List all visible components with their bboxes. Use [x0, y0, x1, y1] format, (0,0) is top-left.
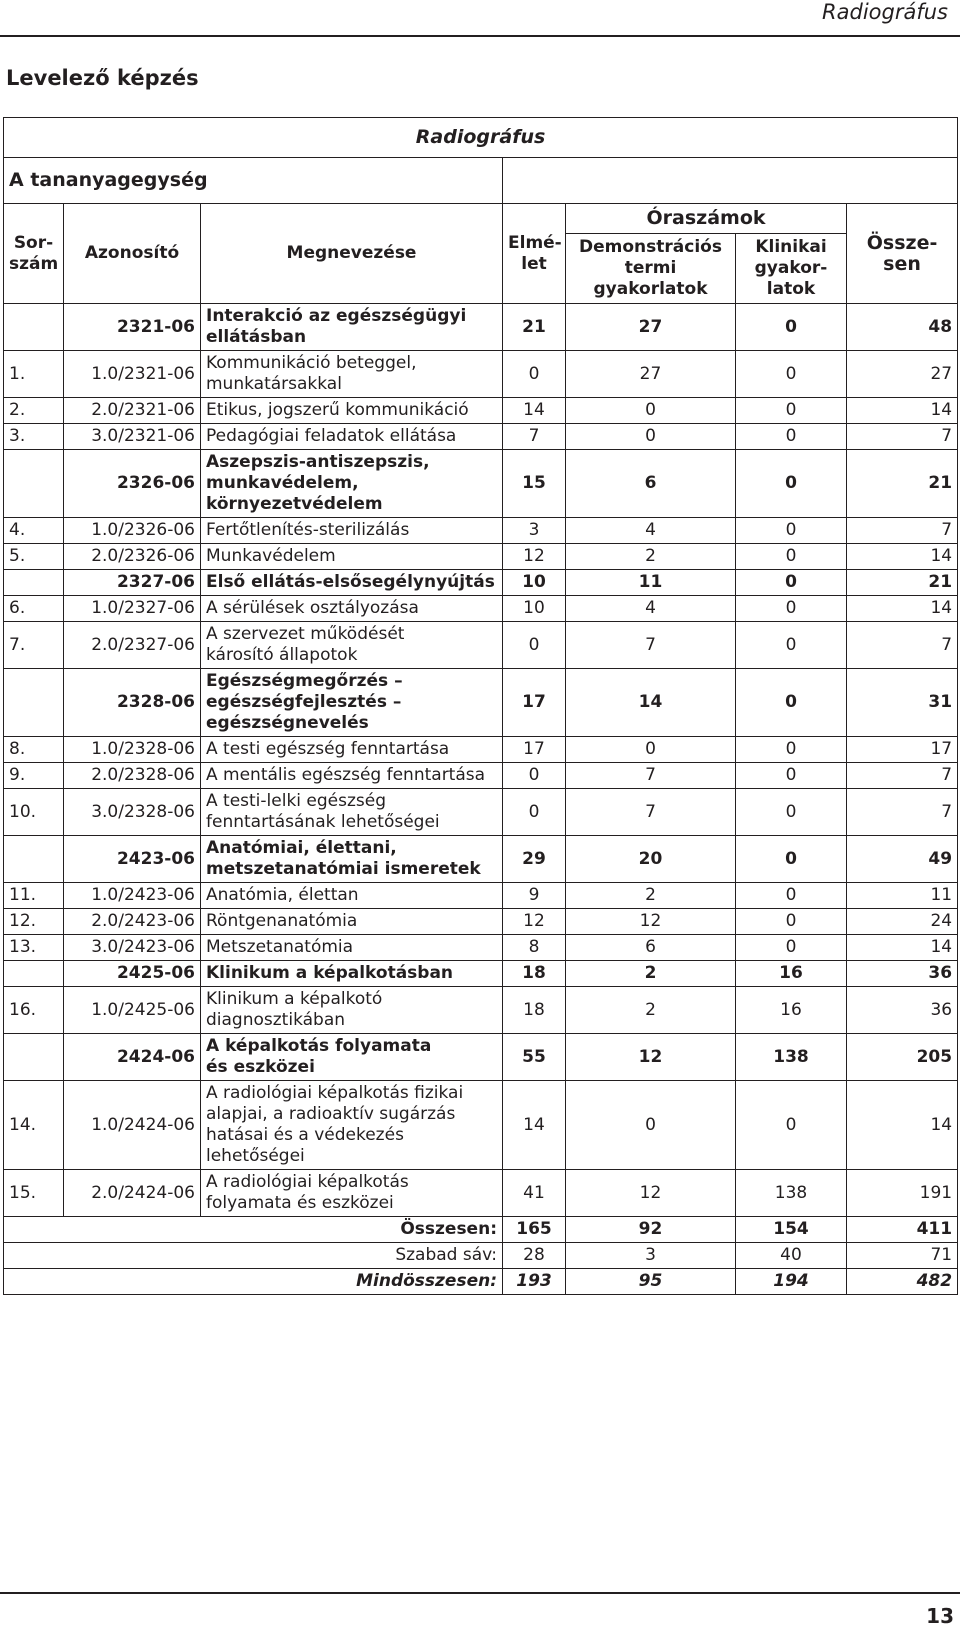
row-total: 7: [847, 789, 958, 836]
row-demo: 4: [566, 596, 736, 622]
totals-demo: 92: [566, 1217, 736, 1243]
table-row: [4, 544, 958, 570]
row-number: 16.: [4, 987, 64, 1034]
row-name: A testi egészség fenntartása: [201, 737, 503, 763]
row-clinical: 0: [736, 763, 847, 789]
row-total: 24: [847, 909, 958, 935]
row-demo: 27: [566, 351, 736, 398]
totals-row: [4, 1217, 958, 1243]
row-name: Metszetanatómia: [201, 935, 503, 961]
row-theory: 18: [503, 961, 566, 987]
row-theory: 10: [503, 570, 566, 596]
module-row: [4, 450, 958, 518]
row-demo: 7: [566, 763, 736, 789]
row-number: [4, 1034, 64, 1081]
table-row: [4, 1170, 958, 1217]
row-name: Pedagógiai feladatok ellátása: [201, 424, 503, 450]
row-demo: 12: [566, 909, 736, 935]
row-theory: 0: [503, 351, 566, 398]
totals-row: [4, 1269, 958, 1295]
row-demo: 20: [566, 836, 736, 883]
row-number: 12.: [4, 909, 64, 935]
row-total: 7: [847, 424, 958, 450]
module-row: [4, 961, 958, 987]
module-row: [4, 570, 958, 596]
row-total: 27: [847, 351, 958, 398]
row-total: 14: [847, 398, 958, 424]
row-clinical: 0: [736, 518, 847, 544]
row-number: 8.: [4, 737, 64, 763]
row-demo: 12: [566, 1170, 736, 1217]
row-number: 7.: [4, 622, 64, 669]
row-name: A testi-lelki egészség fenntartásának lehetőségei: [201, 789, 503, 836]
row-id: 2.0/2326-06: [64, 544, 201, 570]
row-name: A radiológiai képalkotás folyamata és eszközei: [201, 1170, 503, 1217]
table-row: [4, 518, 958, 544]
row-theory: 12: [503, 544, 566, 570]
row-demo: 27: [566, 304, 736, 351]
row-demo: 6: [566, 935, 736, 961]
row-total: 17: [847, 737, 958, 763]
table-row: [4, 789, 958, 836]
totals-sum: 482: [847, 1269, 958, 1295]
col-name-header: Megnevezése: [201, 204, 503, 304]
col-clinical-header: Klinikai gyakor- latok: [736, 234, 847, 304]
row-clinical: 138: [736, 1034, 847, 1081]
row-number: 11.: [4, 883, 64, 909]
table-row: [4, 424, 958, 450]
row-total: 205: [847, 1034, 958, 1081]
row-demo: 0: [566, 398, 736, 424]
row-id: 2.0/2423-06: [64, 909, 201, 935]
row-clinical: 0: [736, 304, 847, 351]
row-name: A sérülések osztályozása: [201, 596, 503, 622]
row-id: 2328-06: [64, 669, 201, 737]
row-theory: 0: [503, 789, 566, 836]
curriculum-table: [3, 117, 958, 1295]
row-clinical: 0: [736, 544, 847, 570]
row-id: 1.0/2425-06: [64, 987, 201, 1034]
row-demo: 7: [566, 789, 736, 836]
table-row: [4, 909, 958, 935]
unit-group-header: A tananyagegység: [4, 158, 503, 204]
row-clinical: 0: [736, 883, 847, 909]
section-heading: Levelező képzés: [6, 66, 199, 90]
row-clinical: 0: [736, 398, 847, 424]
totals-label: Összesen:: [4, 1217, 503, 1243]
row-name: A mentális egészség fenntartása: [201, 763, 503, 789]
module-row: [4, 304, 958, 351]
row-id: 2.0/2321-06: [64, 398, 201, 424]
table-row: [4, 737, 958, 763]
row-number: 5.: [4, 544, 64, 570]
row-number: [4, 570, 64, 596]
row-name: A szervezet működését károsító állapotok: [201, 622, 503, 669]
row-name: Fertőtlenítés-sterilizálás: [201, 518, 503, 544]
row-id: 1.0/2328-06: [64, 737, 201, 763]
row-clinical: 0: [736, 351, 847, 398]
row-clinical: 0: [736, 836, 847, 883]
footer-rule: [0, 1592, 960, 1594]
totals-sum: 411: [847, 1217, 958, 1243]
row-demo: 14: [566, 669, 736, 737]
row-id: 1.0/2326-06: [64, 518, 201, 544]
totals-theory: 28: [503, 1243, 566, 1269]
row-clinical: 0: [736, 789, 847, 836]
row-total: 21: [847, 450, 958, 518]
row-name: Etikus, jogszerű kommunikáció: [201, 398, 503, 424]
table-row: [4, 935, 958, 961]
row-id: 2.0/2327-06: [64, 622, 201, 669]
row-name: Kommunikáció beteggel, munkatársakkal: [201, 351, 503, 398]
module-row: [4, 836, 958, 883]
totals-demo: 3: [566, 1243, 736, 1269]
row-name: Anatómiai, élettani, metszetanatómiai ismeretek: [201, 836, 503, 883]
row-number: 14.: [4, 1081, 64, 1170]
row-theory: 14: [503, 1081, 566, 1170]
row-clinical: 16: [736, 987, 847, 1034]
row-demo: 0: [566, 1081, 736, 1170]
row-clinical: 0: [736, 1081, 847, 1170]
row-theory: 15: [503, 450, 566, 518]
row-clinical: 16: [736, 961, 847, 987]
row-theory: 8: [503, 935, 566, 961]
row-total: 48: [847, 304, 958, 351]
row-id: 2425-06: [64, 961, 201, 987]
row-theory: 14: [503, 398, 566, 424]
totals-row: [4, 1243, 958, 1269]
row-theory: 0: [503, 763, 566, 789]
row-number: 2.: [4, 398, 64, 424]
row-id: 1.0/2327-06: [64, 596, 201, 622]
row-number: 9.: [4, 763, 64, 789]
table-title: Radiográfus: [4, 118, 958, 158]
col-total-header: Össze- sen: [847, 204, 958, 304]
totals-label: Szabad sáv:: [4, 1243, 503, 1269]
table-row: [4, 622, 958, 669]
row-name: A képalkotás folyamata és eszközei: [201, 1034, 503, 1081]
row-theory: 10: [503, 596, 566, 622]
totals-clinical: 194: [736, 1269, 847, 1295]
row-id: 2321-06: [64, 304, 201, 351]
row-total: 49: [847, 836, 958, 883]
totals-demo: 95: [566, 1269, 736, 1295]
row-name: Anatómia, élettan: [201, 883, 503, 909]
row-number: 1.: [4, 351, 64, 398]
row-demo: 6: [566, 450, 736, 518]
row-demo: 2: [566, 544, 736, 570]
col-num-header: Sor- szám: [4, 204, 64, 304]
row-theory: 17: [503, 737, 566, 763]
row-id: 3.0/2321-06: [64, 424, 201, 450]
row-total: 191: [847, 1170, 958, 1217]
row-clinical: 0: [736, 596, 847, 622]
row-clinical: 0: [736, 622, 847, 669]
row-total: 36: [847, 987, 958, 1034]
row-total: 21: [847, 570, 958, 596]
row-number: [4, 836, 64, 883]
row-clinical: 0: [736, 737, 847, 763]
totals-clinical: 40: [736, 1243, 847, 1269]
row-theory: 0: [503, 622, 566, 669]
totals-theory: 193: [503, 1269, 566, 1295]
row-clinical: 0: [736, 424, 847, 450]
col-demo-header: Demonstrációs termi gyakorlatok: [566, 234, 736, 304]
row-name: Munkavédelem: [201, 544, 503, 570]
hours-group-header: Óraszámok: [566, 204, 847, 234]
row-number: [4, 450, 64, 518]
row-theory: 7: [503, 424, 566, 450]
row-theory: 12: [503, 909, 566, 935]
row-name: Első ellátás-elsősegélynyújtás: [201, 570, 503, 596]
row-theory: 41: [503, 1170, 566, 1217]
row-number: 13.: [4, 935, 64, 961]
row-demo: 12: [566, 1034, 736, 1081]
row-demo: 7: [566, 622, 736, 669]
table-row: [4, 398, 958, 424]
row-id: 2424-06: [64, 1034, 201, 1081]
row-theory: 17: [503, 669, 566, 737]
row-demo: 0: [566, 424, 736, 450]
row-clinical: 0: [736, 935, 847, 961]
row-id: 3.0/2328-06: [64, 789, 201, 836]
module-row: [4, 1034, 958, 1081]
row-number: 4.: [4, 518, 64, 544]
row-number: 15.: [4, 1170, 64, 1217]
row-name: Egészségmegőrzés – egészségfejlesztés – egészségnevelés: [201, 669, 503, 737]
row-number: [4, 961, 64, 987]
row-total: 14: [847, 596, 958, 622]
row-name: Klinikum a képalkotó diagnosztikában: [201, 987, 503, 1034]
row-demo: 4: [566, 518, 736, 544]
header-rule: [0, 35, 960, 37]
row-name: A radiológiai képalkotás fizikai alapjai, a radioaktív sugárzás hatásai és a védekezés lehetőségei: [201, 1081, 503, 1170]
row-demo: 0: [566, 737, 736, 763]
row-clinical: 0: [736, 570, 847, 596]
row-number: 3.: [4, 424, 64, 450]
row-demo: 2: [566, 883, 736, 909]
totals-clinical: 154: [736, 1217, 847, 1243]
row-total: 7: [847, 763, 958, 789]
row-id: 2423-06: [64, 836, 201, 883]
totals-sum: 71: [847, 1243, 958, 1269]
table-row: [4, 763, 958, 789]
row-id: 1.0/2424-06: [64, 1081, 201, 1170]
row-id: 3.0/2423-06: [64, 935, 201, 961]
row-id: 2327-06: [64, 570, 201, 596]
row-clinical: 0: [736, 669, 847, 737]
row-theory: 29: [503, 836, 566, 883]
row-number: 6.: [4, 596, 64, 622]
row-total: 7: [847, 622, 958, 669]
col-theory-header: Elmé- let: [503, 204, 566, 304]
row-id: 1.0/2423-06: [64, 883, 201, 909]
row-demo: 11: [566, 570, 736, 596]
row-total: 36: [847, 961, 958, 987]
row-theory: 55: [503, 1034, 566, 1081]
row-demo: 2: [566, 987, 736, 1034]
row-theory: 9: [503, 883, 566, 909]
row-id: 1.0/2321-06: [64, 351, 201, 398]
totals-theory: 165: [503, 1217, 566, 1243]
row-number: 10.: [4, 789, 64, 836]
row-total: 14: [847, 544, 958, 570]
row-theory: 21: [503, 304, 566, 351]
row-number: [4, 669, 64, 737]
totals-label: Mindösszesen:: [4, 1269, 503, 1295]
row-id: 2.0/2424-06: [64, 1170, 201, 1217]
row-clinical: 0: [736, 450, 847, 518]
row-theory: 18: [503, 987, 566, 1034]
col-id-header: Azonosító: [64, 204, 201, 304]
row-name: Aszepszis-antiszepszis, munkavédelem, környezetvédelem: [201, 450, 503, 518]
row-total: 14: [847, 1081, 958, 1170]
header-blank: [503, 158, 958, 204]
row-id: 2.0/2328-06: [64, 763, 201, 789]
table-row: [4, 987, 958, 1034]
row-total: 11: [847, 883, 958, 909]
row-clinical: 138: [736, 1170, 847, 1217]
page-number: 13: [926, 1604, 954, 1628]
module-row: [4, 669, 958, 737]
table-row: [4, 351, 958, 398]
row-name: Röntgenanatómia: [201, 909, 503, 935]
row-total: 7: [847, 518, 958, 544]
row-id: 2326-06: [64, 450, 201, 518]
row-demo: 2: [566, 961, 736, 987]
running-title: Radiográfus: [822, 0, 948, 24]
table-row: [4, 1081, 958, 1170]
row-name: Interakció az egészségügyi ellátásban: [201, 304, 503, 351]
row-clinical: 0: [736, 909, 847, 935]
row-theory: 3: [503, 518, 566, 544]
row-total: 31: [847, 669, 958, 737]
row-total: 14: [847, 935, 958, 961]
row-number: [4, 304, 64, 351]
table-row: [4, 596, 958, 622]
row-name: Klinikum a képalkotásban: [201, 961, 503, 987]
table-row: [4, 883, 958, 909]
